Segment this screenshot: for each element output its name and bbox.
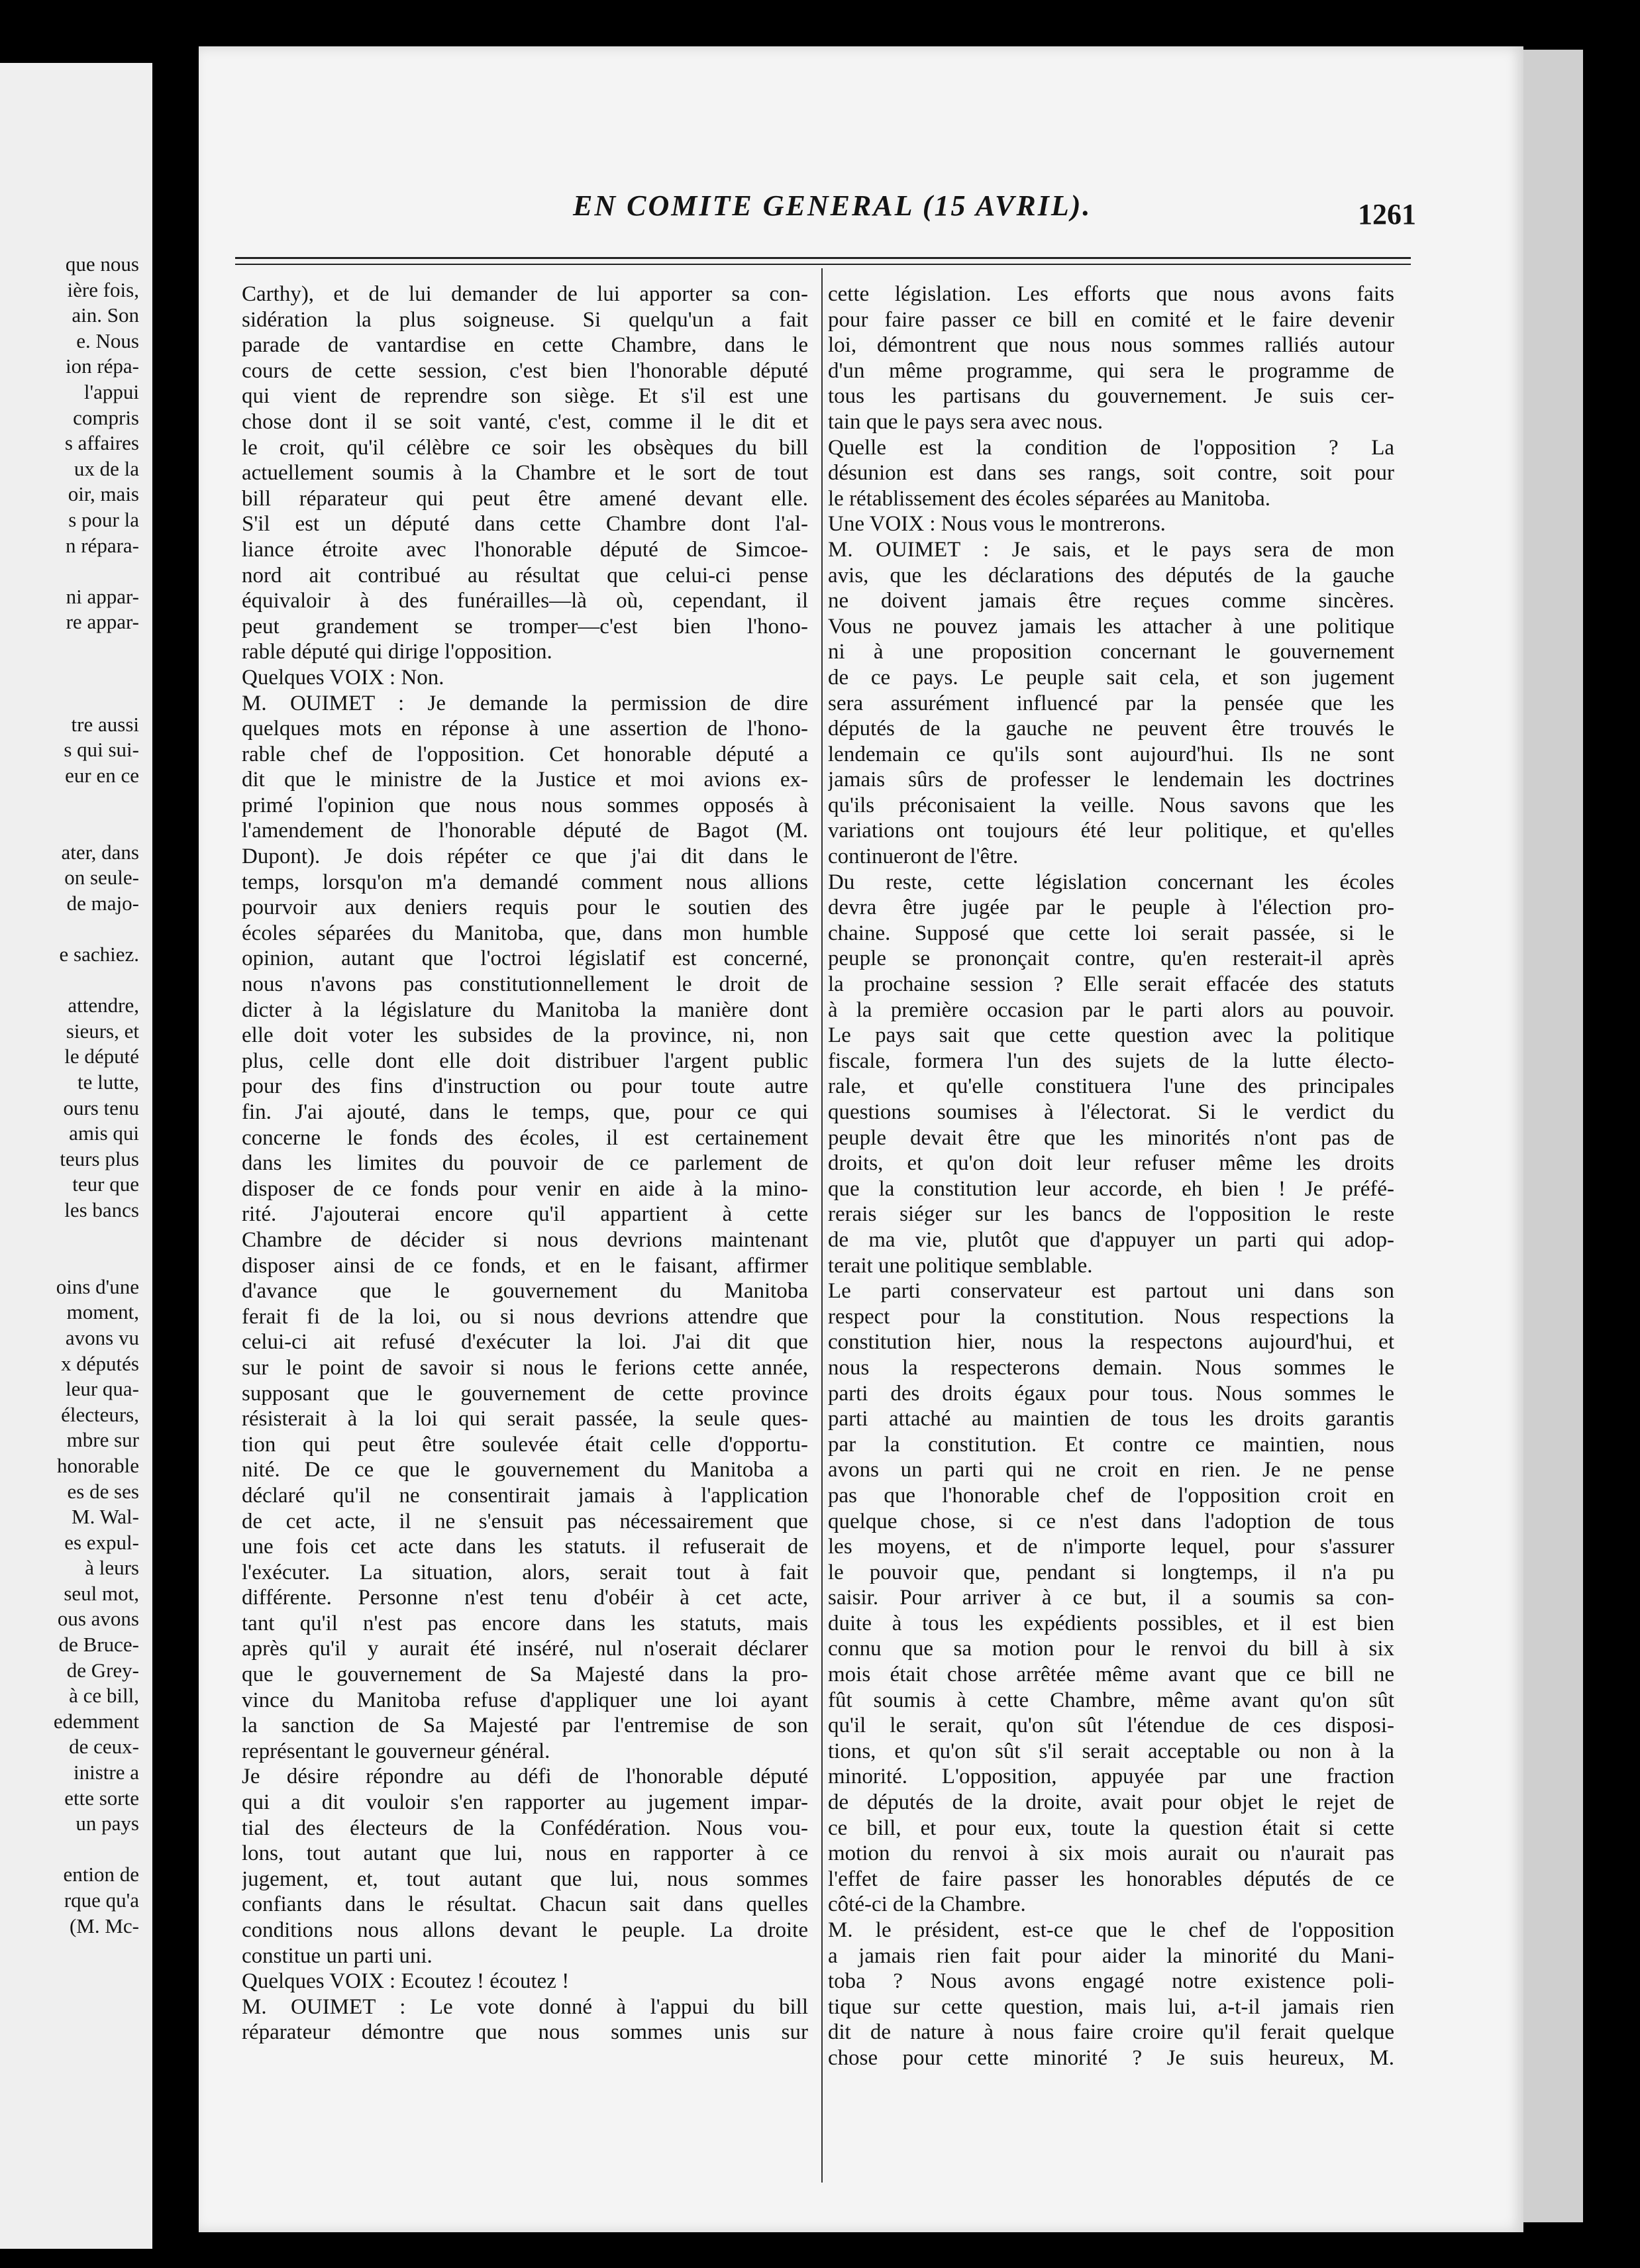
facing-page-line: honorable xyxy=(57,1453,139,1477)
facing-page-line: (M. Mc- xyxy=(69,1914,139,1937)
text-line: lendemain ce qu'ils sont aujourd'hui. Ils ne sont xyxy=(828,742,1394,766)
text-line: respect pour la constitution. Nous respections la xyxy=(828,1304,1394,1329)
text-line: Vous ne pouvez jamais les attacher à une politique xyxy=(828,614,1394,639)
text-line: quelque chose, si ce n'est dans l'adoption de tous xyxy=(828,1509,1394,1533)
text-line: Chambre de décider si nous devrions maintenant xyxy=(242,1227,808,1252)
text-line: duite à tous les expédients possibles, et il est bien xyxy=(828,1611,1394,1635)
text-line: variations ont toujours été leur politique, et qu'elles xyxy=(828,819,1394,843)
facing-page-line: re appar- xyxy=(66,610,139,634)
text-line: plus, celle dont elle doit distribuer l'argent public xyxy=(242,1049,808,1073)
text-line: le rétablissement des écoles séparées au Manitoba. xyxy=(828,486,1270,511)
facing-page-line: s qui sui- xyxy=(64,738,139,762)
text-line: pour faire passer ce bill en comité et le faire devenir xyxy=(828,307,1394,332)
text-line: terait une politique semblable. xyxy=(828,1253,1093,1278)
text-line: jugement, et, tout autant que lui, nous sommes xyxy=(242,1867,808,1891)
facing-page-line: leur qua- xyxy=(65,1377,139,1401)
facing-page-line: ière fois, xyxy=(67,278,139,301)
facing-page-line xyxy=(0,686,139,712)
facing-page-line: que nous xyxy=(65,252,139,276)
facing-page-line: un pays xyxy=(76,1812,139,1835)
facing-page-line: on seule- xyxy=(64,866,139,890)
text-line: fût soumis à cette Chambre, même avant qu'on sût xyxy=(828,1688,1394,1712)
text-line: rale, et qu'elle constituera l'une des principales xyxy=(828,1074,1394,1099)
text-line: l'effet de faire passer les honorables députés de ce xyxy=(828,1867,1394,1891)
facing-page-line xyxy=(0,968,139,994)
text-line: après qu'il y aurait été inséré, nul n'oserait déclarer xyxy=(242,1637,808,1661)
text-line: opinion, autant que l'octroi législatif est concerné, xyxy=(242,947,808,971)
text-line: devra être jugée par le peuple à l'élection pro- xyxy=(828,896,1394,920)
text-line: Quelques VOIX : Non. xyxy=(242,665,444,690)
text-line: résisterait à la loi qui serait passée, la seule ques- xyxy=(242,1407,808,1431)
text-line: constitution hier, nous la respectons aujourd'hui, et xyxy=(828,1330,1394,1355)
facing-page-line: à ce bill, xyxy=(69,1684,139,1708)
text-line: députés de la gauche ne peuvent être trouvés le xyxy=(828,717,1394,741)
text-line: pas que l'honorable chef de l'opposition croit en xyxy=(828,1483,1394,1508)
facing-page-line: l'appui xyxy=(83,380,139,403)
text-line: qui vient de reprendre son siège. Et s'il est une xyxy=(242,384,808,409)
text-line: rable député qui dirige l'opposition. xyxy=(242,640,552,664)
text-line: pour des fins d'instruction ou pour toute autre xyxy=(242,1074,808,1099)
text-line: liance étroite avec l'honorable député de Simcoe- xyxy=(242,537,808,562)
text-line: ni à une proposition concernant le gouvernement xyxy=(828,640,1394,664)
text-line: minorité. L'opposition, appuyée par une fraction xyxy=(828,1765,1394,1789)
text-line: de ce pays. Le peuple sait cela, et son jugement xyxy=(828,665,1394,690)
text-line: tial des électeurs de la Confédération. Nous vou- xyxy=(242,1816,808,1840)
facing-page-line: rque qu'a xyxy=(64,1888,139,1912)
text-line: l'amendement de l'honorable député de Bagot (M. xyxy=(242,819,808,843)
text-line: bill réparateur qui peut être amené devant elle. xyxy=(242,486,808,511)
facing-page-line: ion répa- xyxy=(65,354,139,378)
text-line: elle doit voter les subsides de la province, ni, non xyxy=(242,1023,808,1048)
text-line: mois était chose arrêtée même avant que ce bill ne xyxy=(828,1663,1394,1687)
facing-page-line: mbre sur xyxy=(66,1428,139,1452)
facing-page-line: ain. Son xyxy=(72,303,139,327)
text-line: M. le président, est-ce que le chef de l'opposition xyxy=(828,1918,1394,1942)
text-line: pourvoir aux deniers requis pour le soutien des xyxy=(242,896,808,920)
running-title: EN COMITE GENERAL (15 AVRIL). xyxy=(573,189,1092,222)
facing-page-line: es de ses xyxy=(67,1479,139,1503)
facing-page-line: le député xyxy=(64,1045,139,1068)
facing-page-line: de majo- xyxy=(66,891,139,915)
facing-page-line: seul mot, xyxy=(64,1581,139,1605)
text-line: à la première occasion par le parti alors au pouvoir. xyxy=(828,998,1394,1022)
text-line: qu'ils préconisaient la veille. Nous savons que les xyxy=(828,793,1394,817)
text-line: fiscale, formera l'un des sujets de la lutte électo- xyxy=(828,1049,1394,1073)
text-line: ne doivent jamais être reçues comme sincères. xyxy=(828,589,1394,613)
facing-page-line xyxy=(0,916,139,942)
facing-page-line: n répara- xyxy=(66,533,139,557)
facing-page-line: ater, dans xyxy=(61,840,139,864)
text-line: peuple devait être que les minorités n'ont pas de xyxy=(828,1125,1394,1150)
text-line: vince du Manitoba refuse d'appliquer une loi ayant xyxy=(242,1688,808,1712)
facing-page-line: oins d'une xyxy=(56,1274,139,1298)
text-line: conditions nous allons devant le peuple. La droite xyxy=(242,1918,808,1942)
text-line: Je désire répondre au défi de l'honorable député xyxy=(242,1765,808,1789)
text-line: fin. J'ai ajouté, dans le temps, que, pour ce qui xyxy=(242,1100,808,1124)
text-line: droits, et qu'on doit leur refuser même les droits xyxy=(828,1151,1394,1176)
facing-page-line: ette sorte xyxy=(64,1786,139,1810)
text-line: Carthy), et de lui demander de lui apporter sa con- xyxy=(242,282,808,306)
text-line: qu'il le serait, qu'on sût l'étendue de ces disposi- xyxy=(828,1714,1394,1738)
facing-page-line: à leurs xyxy=(85,1556,139,1580)
facing-page-line: les bancs xyxy=(64,1198,139,1221)
facing-page-text xyxy=(0,252,139,1939)
text-line: rité. J'ajouterai encore qu'il appartient à cette xyxy=(242,1202,808,1227)
text-line: tant qu'il n'est pas encore dans les statuts, mais xyxy=(242,1611,808,1635)
header-rule xyxy=(235,257,1411,259)
text-line: les moyens, et de n'importe lequel, pour s'assurer xyxy=(828,1535,1394,1559)
text-line: saisir. Pour arriver à ce but, il a soumis sa con- xyxy=(828,1586,1394,1610)
text-line: chaine. Supposé que cette loi serait passée, si le xyxy=(828,921,1394,945)
text-line: équivaloir à des funérailles—là où, cependant, il xyxy=(242,589,808,613)
text-line: de députés de la droite, avait pour objet le rejet de xyxy=(828,1790,1394,1815)
text-line: loi, démontrent que nous nous sommes ralliés autour xyxy=(828,333,1394,358)
text-line: supposant que le gouvernement de cette province xyxy=(242,1381,808,1406)
text-line: temps, lorsqu'on m'a demandé comment nous allions xyxy=(242,870,808,894)
text-line: nous n'avons pas constitutionnellement le droit de xyxy=(242,972,808,997)
text-line: motion du renvoi à six mois aurait ou n'aurait pas xyxy=(828,1841,1394,1866)
facing-page-line: x députés xyxy=(61,1351,139,1375)
text-line: tous les partisans du gouvernement. Je suis cer- xyxy=(828,384,1394,409)
text-line: parti attaché au maintien de tous les droits garantis xyxy=(828,1407,1394,1431)
text-line: nous la respecterons demain. Nous sommes le xyxy=(828,1355,1394,1380)
facing-page-line: de ceux- xyxy=(69,1735,139,1759)
facing-page-line: teur que xyxy=(72,1172,139,1196)
text-line: tain que le pays sera avec nous. xyxy=(828,409,1103,434)
facing-page-line: teurs plus xyxy=(60,1147,139,1170)
text-line: ce bill, et pour eux, toute la question était si cette xyxy=(828,1816,1394,1840)
facing-page-line: inistre a xyxy=(74,1761,139,1784)
text-line: sur le point de savoir si nous le ferions cette année, xyxy=(242,1355,808,1380)
text-line: cette législation. Les efforts que nous avons faits xyxy=(828,282,1394,306)
facing-page-line: électeurs, xyxy=(61,1402,139,1426)
text-line: par la constitution. Et contre ce maintien, nous xyxy=(828,1432,1394,1457)
text-line: Une VOIX : Nous vous le montrerons. xyxy=(828,512,1166,537)
text-line: parti des droits égaux pour tous. Nous sommes le xyxy=(828,1381,1394,1406)
text-line: nord ait contribué au résultat que celui-ci pense xyxy=(242,563,808,588)
text-line: écoles séparées du Manitoba, que, dans mon humble xyxy=(242,921,808,945)
facing-page-line: ention de xyxy=(63,1863,139,1886)
facing-page-line: ni appar- xyxy=(66,584,139,608)
facing-page-line: oir, mais xyxy=(68,482,139,506)
text-line: dans les limites du pouvoir de ce parlement de xyxy=(242,1151,808,1176)
facing-page-line: amis qui xyxy=(69,1121,139,1145)
facing-page-line: sieurs, et xyxy=(66,1019,139,1043)
facing-page-line xyxy=(0,1249,139,1274)
facing-page-line xyxy=(0,661,139,687)
text-line: continueront de l'être. xyxy=(828,845,1019,869)
text-line: Le pays sait que cette question avec la politique xyxy=(828,1023,1394,1048)
facing-page-line xyxy=(0,788,139,814)
page-edge xyxy=(1523,50,1583,2222)
facing-page-line: ours tenu xyxy=(63,1096,139,1119)
text-line: désunion est dans ses rangs, soit contre, soit pour xyxy=(828,461,1394,486)
text-line: quelques mots en réponse à une assertion de l'hono- xyxy=(242,717,808,741)
facing-page-line xyxy=(0,1837,139,1863)
page-number: 1261 xyxy=(1358,198,1416,231)
facing-page-line: tre aussi xyxy=(71,712,139,736)
text-line: Quelques VOIX : Ecoutez ! écoutez ! xyxy=(242,1969,570,1994)
text-line: sera assurément influencé par la pensée que les xyxy=(828,691,1394,715)
facing-page-line: edemment xyxy=(53,1709,139,1733)
text-line: avis, que les déclarations des députés de la gauche xyxy=(828,563,1394,588)
text-line: Quelle est la condition de l'opposition ? La xyxy=(828,435,1394,460)
facing-page-line: de Bruce- xyxy=(58,1633,139,1657)
text-line: jamais sûrs de professer le lendemain les doctrines xyxy=(828,768,1394,792)
text-line: tion qui peut être soulevée était celle d'opportu- xyxy=(242,1432,808,1457)
text-line: cours de cette session, c'est bien l'honorable député xyxy=(242,358,808,383)
text-line: Du reste, cette législation concernant les écoles xyxy=(828,870,1394,894)
text-line: dit que le ministre de la Justice et moi avions ex- xyxy=(242,768,808,792)
facing-page-line: s affaires xyxy=(64,431,139,455)
facing-page-line: e. Nous xyxy=(76,329,139,352)
text-column-right xyxy=(828,282,1394,2071)
text-line: de ma vie, plutôt que d'appuyer un parti qui adop- xyxy=(828,1227,1394,1252)
facing-page-line: ux de la xyxy=(74,456,139,480)
text-line: peut grandement se tromper—c'est bien l'hono- xyxy=(242,614,808,639)
text-line: représentant le gouverneur général. xyxy=(242,1739,550,1763)
text-line: M. OUIMET : Je demande la permission de dire xyxy=(242,691,808,715)
text-line: nité. De ce que le gouvernement du Manitoba a xyxy=(242,1458,808,1482)
text-line: d'avance que le gouvernement du Manitoba xyxy=(242,1279,808,1304)
text-line: tions, et qu'on sût s'il serait acceptable ou non à la xyxy=(828,1739,1394,1763)
text-line: la sanction de Sa Majesté par l'entremise de son xyxy=(242,1714,808,1738)
text-line: chose pour cette minorité ? Je suis heureux, M. xyxy=(828,2045,1394,2070)
facing-page-line: ous avons xyxy=(57,1607,139,1631)
text-line: ferait fi de la loi, ou si nous devrions attendre que xyxy=(242,1304,808,1329)
text-line: peuple se prononçait contre, qu'en resterait-il après xyxy=(828,947,1394,971)
facing-page-line: compris xyxy=(73,405,139,429)
facing-page-line xyxy=(0,814,139,840)
text-line: rerais siéger sur les bancs de l'opposition le reste xyxy=(828,1202,1394,1227)
text-line: le croit, qu'il célèbre ce soir les obsèques du bill xyxy=(242,435,808,460)
text-line: qui a dit vouloir s'en rapporter au jugement impar- xyxy=(242,1790,808,1815)
facing-page-line: es expul- xyxy=(64,1530,139,1554)
text-line: chose dont il se soit vanté, c'est, comme il le dit et xyxy=(242,409,808,434)
text-line: le pouvoir que, pendant si longtemps, il n'a pu xyxy=(828,1560,1394,1584)
facing-page-line: moment, xyxy=(66,1300,139,1324)
text-line: toba ? Nous avons engagé notre existence poli- xyxy=(828,1969,1394,1994)
text-line: rable chef de l'opposition. Cet honorable député a xyxy=(242,742,808,766)
facing-page-fragment xyxy=(0,63,152,2249)
text-line: que la constitution leur accorde, eh bien ! Je préfé- xyxy=(828,1176,1394,1201)
text-line: côté-ci de la Chambre. xyxy=(828,1892,1026,1917)
facing-page-line: attendre, xyxy=(68,994,139,1017)
text-line: S'il est un député dans cette Chambre dont l'al- xyxy=(242,512,808,537)
facing-page-line xyxy=(0,558,139,584)
text-line: actuellement soumis à la Chambre et le sort de tout xyxy=(242,461,808,486)
text-line: primé l'opinion que nous nous sommes opposés à xyxy=(242,793,808,817)
column-divider xyxy=(821,268,823,2183)
text-line: a jamais rien fait pour aider la minorité du Mani- xyxy=(828,1943,1394,1968)
text-line: disposer de ce fonds pour venir en aide à la mino- xyxy=(242,1176,808,1201)
text-line: que le gouvernement de Sa Majesté dans la pro- xyxy=(242,1663,808,1687)
text-line: différente. Personne n'est tenu d'obéir à cet acte, xyxy=(242,1586,808,1610)
text-line: questions soumises à l'électorat. Si le verdict du xyxy=(828,1100,1394,1124)
text-line: M. OUIMET : Je sais, et le pays sera de mon xyxy=(828,537,1394,562)
facing-page-line xyxy=(0,635,139,661)
text-line: disposer ainsi de ce fonds, et en le faisant, affirmer xyxy=(242,1253,808,1278)
text-line: sidération la plus soigneuse. Si quelqu'un a fait xyxy=(242,307,808,332)
header-rule-double xyxy=(235,264,1411,265)
text-line: parade de vantardise en cette Chambre, dans le xyxy=(242,333,808,358)
text-line: constitue un parti uni. xyxy=(242,1943,433,1968)
text-line: l'exécuter. La situation, alors, serait tout à fait xyxy=(242,1560,808,1584)
facing-page-line: e sachiez. xyxy=(59,943,139,966)
facing-page-line: eur en ce xyxy=(65,763,139,787)
text-line: de cet acte, il ne s'ensuit pas nécessairement que xyxy=(242,1509,808,1533)
facing-page-line xyxy=(0,1223,139,1249)
text-line: concerne le fonds des écoles, il est certainement xyxy=(242,1125,808,1150)
facing-page-line: s pour la xyxy=(68,507,139,531)
facing-page-line: de Grey- xyxy=(66,1658,139,1682)
text-line: Le parti conservateur est partout uni dans son xyxy=(828,1279,1394,1304)
text-line: celui-ci ait refusé d'exécuter la loi. J'ai dit que xyxy=(242,1330,808,1355)
text-line: la prochaine session ? Elle serait effacée des statuts xyxy=(828,972,1394,997)
text-line: confiants dans le résultat. Chacun sait dans quelles xyxy=(242,1892,808,1917)
text-line: réparateur démontre que nous sommes unis sur xyxy=(242,2020,808,2045)
text-line: déclaré qu'il ne consentirait jamais à l'application xyxy=(242,1483,808,1508)
text-line: connu que sa motion pour le renvoi du bill à six xyxy=(828,1637,1394,1661)
text-line: une fois cet acte dans les statuts. il refuserait de xyxy=(242,1535,808,1559)
facing-page-line: M. Wal- xyxy=(72,1505,139,1529)
text-line: Dupont). Je dois répéter ce que j'ai dit dans le xyxy=(242,845,808,869)
text-line: d'un même programme, qui sera le programme de xyxy=(828,358,1394,383)
text-column-left xyxy=(242,282,808,2045)
text-line: tique sur cette question, mais lui, a-t-il jamais rien xyxy=(828,1994,1394,2019)
text-line: dit de nature à nous faire croire qu'il ferait quelque xyxy=(828,2020,1394,2045)
text-line: dicter à la législature du Manitoba la manière dont xyxy=(242,998,808,1022)
text-line: lons, tout autant que lui, nous en rapporter à ce xyxy=(242,1841,808,1866)
facing-page-line: te lutte, xyxy=(77,1070,139,1094)
text-line: M. OUIMET : Le vote donné à l'appui du bill xyxy=(242,1994,808,2019)
text-line: avons un parti qui ne croit en rien. Je ne pense xyxy=(828,1458,1394,1482)
facing-page-line: avons vu xyxy=(65,1325,139,1349)
